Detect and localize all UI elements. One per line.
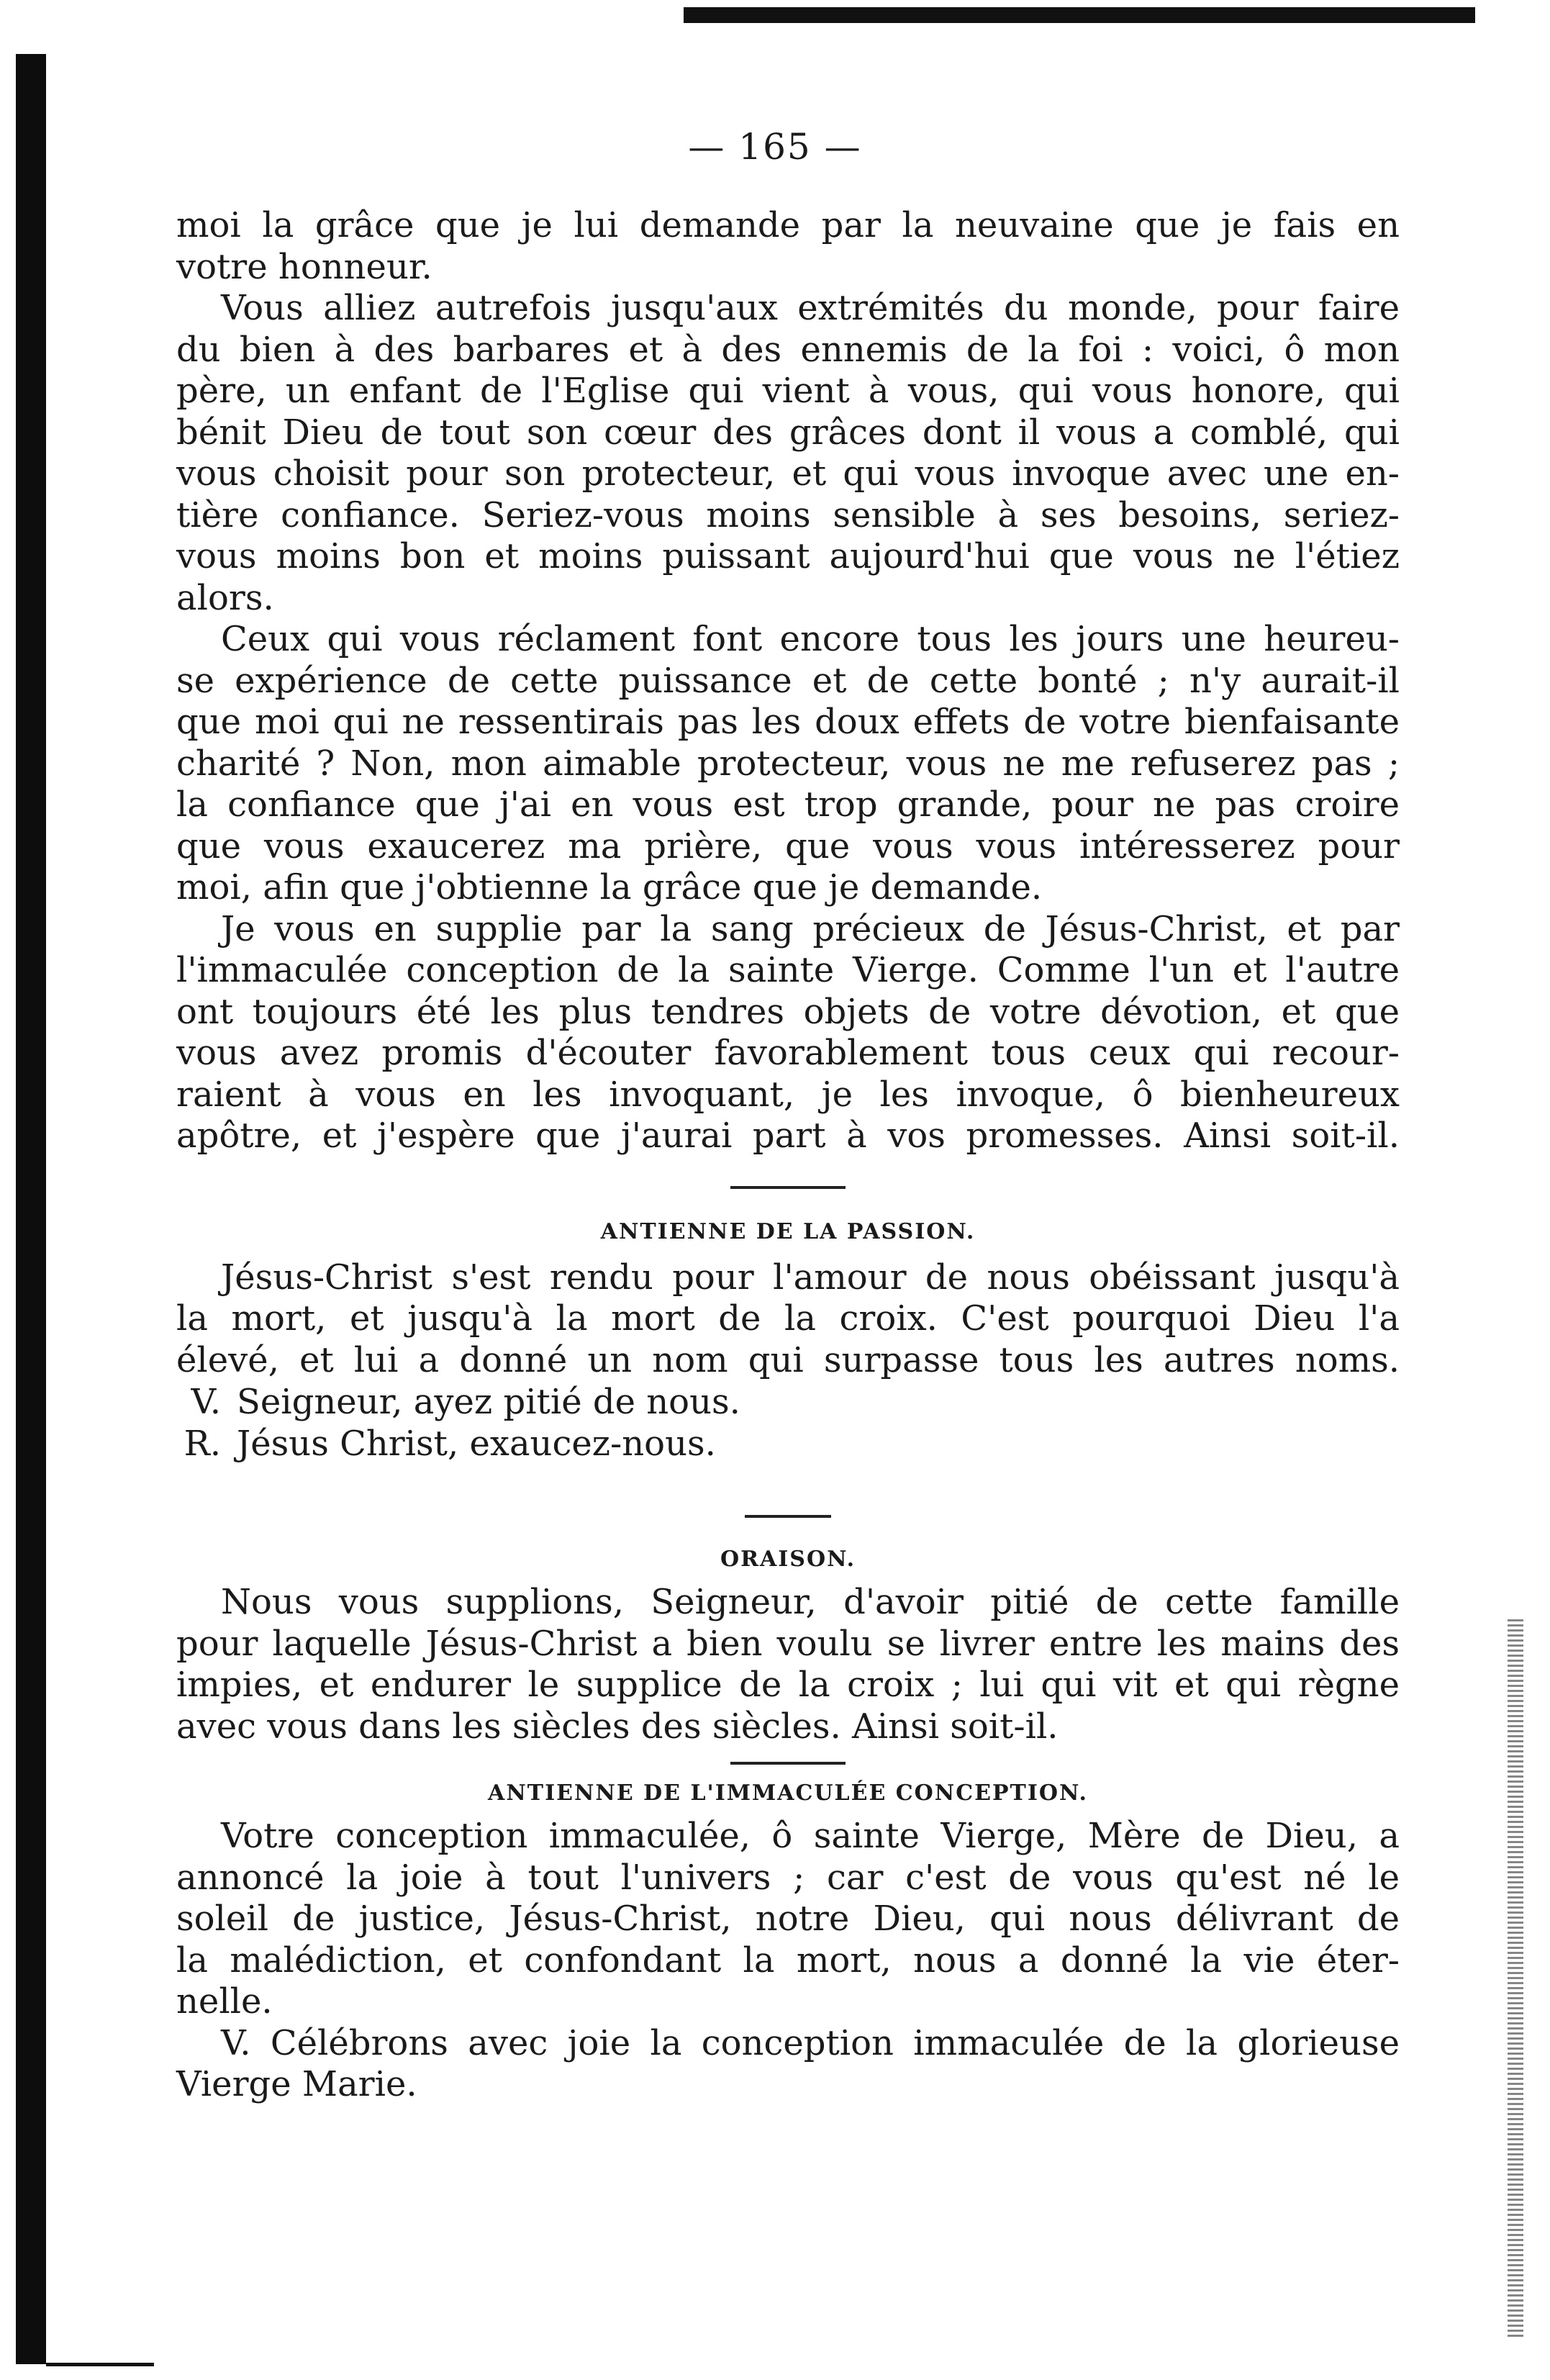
text-line: tière confiance. Seriez-vous moins sensible à ses besoins, seriez- bbox=[176, 494, 1400, 535]
text-line: vous choisit pour son protecteur, et qui vous invoque avec une en- bbox=[176, 453, 1400, 494]
versicle bbox=[176, 1381, 1400, 1423]
text-line: la confiance que j'ai en vous est trop grande, pour ne pas croire bbox=[176, 784, 1400, 825]
text-line: Nous vous supplions, Seigneur, d'avoir pitié de cette famille bbox=[221, 1582, 1400, 1622]
paragraph bbox=[176, 619, 1400, 909]
paragraph bbox=[176, 2023, 1400, 2106]
section-divider bbox=[745, 1515, 831, 1518]
text-line: votre honneur. bbox=[176, 246, 432, 287]
paragraph bbox=[176, 1582, 1400, 1747]
text-line: que moi qui ne ressentirais pas les doux effets de votre bienfaisante bbox=[176, 702, 1400, 742]
section-divider bbox=[730, 1762, 846, 1765]
paragraph bbox=[176, 909, 1400, 1157]
text-line: avec vous dans les siècles des siècles. Ainsi soit-il. bbox=[176, 1706, 1059, 1747]
text-line: ont toujours été les plus tendres objets de votre dévotion, et que bbox=[176, 991, 1400, 1032]
page-number: — 165 — bbox=[688, 126, 862, 168]
text-line: la mort, et jusqu'à la mort de la croix. C'est pourquoi Dieu l'a bbox=[176, 1298, 1400, 1339]
text-line: annoncé la joie à tout l'univers ; car c'est de vous qu'est né le bbox=[176, 1857, 1400, 1898]
text-line: raient à vous en les invoquant, je les invoque, ô bienheureux bbox=[176, 1074, 1400, 1115]
binding-shadow bbox=[16, 54, 46, 2364]
text-line: impies, et endurer le supplice de la croix ; lui qui vit et qui règne bbox=[176, 1665, 1400, 1705]
text-line: l'immaculée conception de la sainte Vierge. Comme l'un et l'autre bbox=[176, 950, 1400, 990]
text-line: Jésus-Christ s'est rendu pour l'amour de nous obéissant jusqu'à bbox=[221, 1257, 1400, 1298]
response-letter: R. bbox=[183, 1424, 221, 1464]
text-line: la malédiction, et confondant la mort, nous a donné la vie éter- bbox=[176, 1940, 1400, 1981]
text-line: se expérience de cette puissance et de cette bonté ; n'y aurait-il bbox=[176, 660, 1400, 701]
text-line: V. Célébrons avec joie la conception immaculée de la glorieuse bbox=[221, 2022, 1400, 2063]
section-divider bbox=[730, 1186, 846, 1189]
text-line: Vierge Marie. bbox=[176, 2064, 417, 2104]
paragraph bbox=[176, 1816, 1400, 2023]
text-line: que vous exaucerez ma prière, que vous vous intéresserez pour bbox=[176, 825, 1400, 867]
text-line: soleil de justice, Jésus-Christ, notre Dieu, qui nous délivrant de bbox=[176, 1899, 1400, 1939]
versicle-text: Seigneur, ayez pitié de nous. bbox=[237, 1382, 740, 1422]
text-line: élevé, et lui a donné un nom qui surpasse tous les autres noms. bbox=[176, 1339, 1400, 1380]
paragraph bbox=[176, 205, 1400, 288]
text-line: vous avez promis d'écouter favorablement tous ceux qui recour- bbox=[176, 1033, 1400, 1073]
text-line: Votre conception immaculée, ô sainte Vierge, Mère de Dieu, a bbox=[221, 1816, 1400, 1856]
versicle-letter: V. bbox=[191, 1382, 221, 1422]
text-line: du bien à des barbares et à des ennemis de la foi : voici, ô mon bbox=[176, 329, 1400, 370]
text-line: bénit Dieu de tout son cœur des grâces dont il vous a comblé, qui bbox=[176, 412, 1400, 453]
text-line: apôtre, et j'espère que j'aurai part à vos promesses. Ainsi soit-il. bbox=[176, 1116, 1400, 1156]
text-line: Ceux qui vous réclament font encore tous les jours une heureu- bbox=[221, 619, 1400, 659]
binding-shadow-foot bbox=[46, 2363, 154, 2366]
margin-noise bbox=[1508, 1619, 1523, 2339]
response bbox=[176, 1423, 1400, 1465]
top-edge-rule bbox=[684, 7, 1475, 23]
text-line: moi la grâce que je lui demande par la neuvaine que je fais en bbox=[176, 205, 1400, 245]
text-line: pour laquelle Jésus-Christ a bien voulu se livrer entre les mains des bbox=[176, 1623, 1400, 1664]
text-line: nelle. bbox=[176, 1981, 273, 2022]
response-text: Jésus Christ, exaucez-nous. bbox=[237, 1424, 716, 1464]
section-heading: ANTIENNE DE L'IMMACULÉE CONCEPTION. bbox=[488, 1781, 1088, 1806]
text-line: père, un enfant de l'Eglise qui vient à vous, qui vous honore, qui bbox=[176, 371, 1400, 411]
text-line: alors. bbox=[176, 577, 274, 618]
section-heading: ANTIENNE DE LA PASSION. bbox=[600, 1218, 976, 1244]
text-line: vous moins bon et moins puissant aujourd'hui que vous ne l'étiez bbox=[176, 536, 1400, 576]
page-body bbox=[176, 205, 1400, 2106]
text-line: moi, afin que j'obtienne la grâce que je demande. bbox=[176, 867, 1043, 908]
text-line: charité ? Non, mon aimable protecteur, vous ne me refuserez pas ; bbox=[176, 743, 1400, 784]
paragraph bbox=[176, 288, 1400, 619]
section-heading: ORAISON. bbox=[720, 1547, 856, 1572]
text-line: Vous alliez autrefois jusqu'aux extrémités du monde, pour faire bbox=[221, 288, 1400, 328]
paragraph bbox=[176, 1257, 1400, 1382]
text-line: Je vous en supplie par la sang précieux de Jésus-Christ, et par bbox=[221, 908, 1400, 949]
